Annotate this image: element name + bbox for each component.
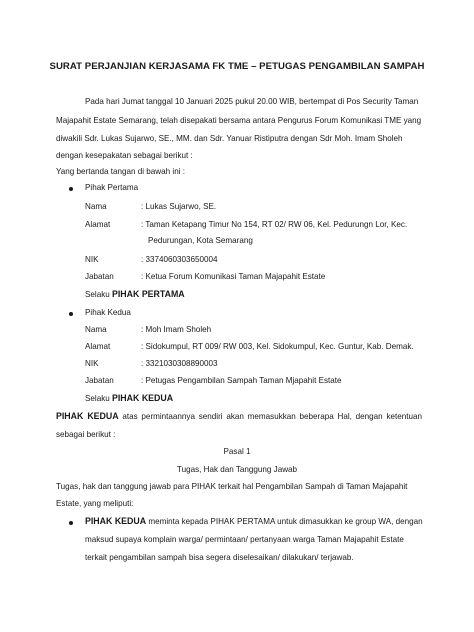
intro-line: Majapahit Estate Semarang, telah disepakati bersama antara Pengurus Forum Komunikasi TME yang: [56, 116, 422, 125]
selaku-label: Selaku: [85, 290, 110, 299]
party2-nik-label: NIK: [85, 359, 99, 368]
bullet-icon: [69, 312, 73, 316]
duty-item-line: terkait pengambilan sampah bisa segera diselesaikan/ dilakukan/ terjawab.: [85, 553, 354, 562]
intro-line: Yang bertanda tangan di bawah ini :: [56, 167, 185, 176]
duty-item-line: maksud supaya komplain warga/ permintaan/ pertanyaan warga Taman Majapahit Estate: [85, 535, 404, 544]
party2-role: PIHAK KEDUA: [112, 393, 174, 403]
duty-item-text: meminta kepada PIHAK PERTAMA untuk dimasukkan ke group WA, dengan: [148, 517, 423, 526]
party1-job-value: : Ketua Forum Komunikasi Taman Majapahit Estate: [141, 272, 326, 281]
party1-name-label: Nama: [85, 202, 107, 211]
duties-line: Tugas, hak dan tanggung jawab para PIHAK terkait hal Pengambilan Sampah di Taman Majapahit: [56, 482, 408, 491]
statement-text: atas permintaannya sendiri akan memasukkan beberapa Hal, dengan ketentuan: [122, 412, 423, 421]
party1-role: PIHAK PERTAMA: [112, 289, 185, 299]
duty-item-line: [85, 516, 422, 527]
statement-lead: PIHAK KEDUA: [56, 411, 119, 421]
party1-job-label: Jabatan: [85, 272, 114, 281]
statement-line: sebagai berikut :: [56, 430, 116, 439]
party2-name-value: : Moh Imam Sholeh: [141, 325, 212, 334]
party1-name-value: : Lukas Sujarwo, SE.: [141, 202, 217, 211]
duty-item-lead: PIHAK KEDUA: [85, 516, 147, 526]
party1-nik-label: NIK: [85, 255, 99, 264]
bullet-icon: [69, 187, 73, 191]
party2-job-value: : Petugas Pengambilan Sampah Taman Mjapahit Estate: [141, 376, 342, 385]
duties-line: Estate, yang meliputi:: [56, 499, 134, 508]
intro-line: diwakili Sdr. Lukas Sujarwo, SE., MM. dan Sdr. Yanuar Ristiputra dengan Sdr Moh. Imam Sholeh: [56, 134, 403, 143]
party2-address-value: : Sidokumpul, RT 009/ RW 003, Kel. Sidokumpul, Kec. Guntur, Kab. Demak.: [141, 342, 414, 351]
pasal-number: Pasal 1: [223, 447, 251, 456]
statement-line: [56, 411, 422, 422]
party2-role-line: [85, 393, 173, 404]
selaku-label: Selaku: [85, 394, 110, 403]
party1-address-value: : Taman Ketapang Timur No 154, RT 02/ RW 06, Kel. Pedurungn Lor, Kec.: [141, 220, 408, 229]
party2-job-label: Jabatan: [85, 376, 114, 385]
party2-name-label: Nama: [85, 325, 107, 334]
party1-role-line: [85, 289, 185, 300]
bullet-icon: [69, 521, 73, 525]
party1-address-label: Alamat: [85, 220, 111, 229]
document-title: SURAT PERJANJIAN KERJASAMA FK TME – PETUGAS PENGAMBILAN SAMPAH: [49, 61, 425, 72]
party2-nik-value: : 3321030308890003: [141, 359, 218, 368]
party1-heading: Pihak Pertama: [85, 183, 139, 192]
party1-address-value-cont: Pedurungan, Kota Semarang: [148, 236, 253, 245]
party2-heading: Pihak Kedua: [85, 308, 131, 317]
intro-line: Pada hari Jumat tanggal 10 Januari 2025 pukul 20.00 WIB, bertempat di Pos Security Taman: [85, 97, 419, 106]
party2-address-label: Alamat: [85, 342, 111, 351]
intro-line: dengan kesepakatan sebagai berikut :: [56, 151, 193, 160]
party1-nik-value: : 3374060303650004: [141, 255, 218, 264]
pasal-heading: Tugas, Hak dan Tanggung Jawab: [176, 465, 298, 474]
